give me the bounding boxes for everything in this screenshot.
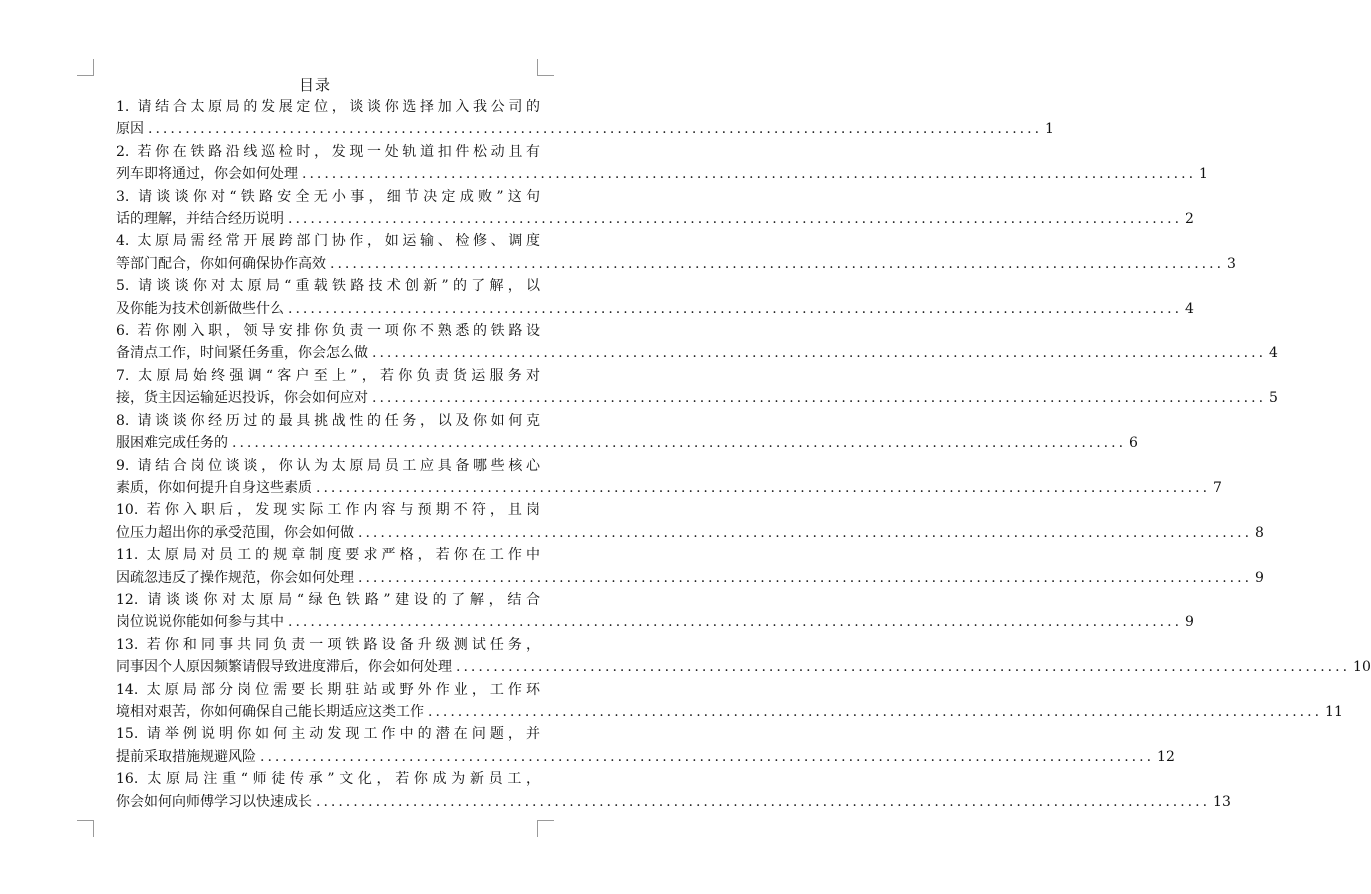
toc-entry-title-line1: 14. 太原局部分岗位需要长期驻站或野外作业，工作环 xyxy=(116,681,540,698)
toc-entry-line2 xyxy=(116,791,1231,813)
toc-leader-dots: ........................................................................................................................ xyxy=(358,524,1253,541)
toc-entry[interactable] xyxy=(116,230,1236,275)
toc-entry-title-line2: 因疏忽违反了操作规范，你会如何处理 xyxy=(116,569,354,586)
toc-entry[interactable] xyxy=(116,365,1278,410)
toc-entry-title-line2: 提前采取措施规避风险 xyxy=(116,748,256,765)
toc-page-number: 3 xyxy=(1227,255,1236,272)
toc-entry-title-line1: 6. 若你刚入职，领导安排你负责一项你不熟悉的铁路设 xyxy=(116,323,540,340)
toc-entry[interactable] xyxy=(116,768,1231,813)
toc-entry-title-line1: 13. 若你和同事共同负责一项铁路设备升级测试任务， xyxy=(116,636,540,653)
toc-entry-title-line2: 你会如何向师傅学习以快速成长 xyxy=(116,793,312,810)
toc-leader-dots: ........................................................................................................................ xyxy=(288,211,1183,228)
toc-entry-title-line2: 话的理解，并结合经历说明 xyxy=(116,211,284,228)
toc-leader-dots: ........................................................................................................................ xyxy=(428,703,1323,720)
toc-entry[interactable] xyxy=(116,275,1194,320)
toc-entry-line2 xyxy=(116,163,1208,185)
toc-entry[interactable] xyxy=(116,499,1264,544)
toc-entry-title-line2: 境相对艰苦，你如何确保自己能长期适应这类工作 xyxy=(116,703,424,720)
toc-entry-title-line1: 4. 太原局需经常开展跨部门协作，如运输、检修、调度 xyxy=(116,233,540,250)
toc-entry[interactable] xyxy=(116,589,1194,634)
toc-leader-dots: ........................................................................................................................ xyxy=(288,614,1183,631)
toc-leader-dots: ........................................................................................................................ xyxy=(288,300,1183,317)
toc-leader-dots: ........................................................................................................................ xyxy=(358,569,1253,586)
toc-entry[interactable] xyxy=(116,186,1194,231)
toc-entry-title-line1: 11. 太原局对员工的规章制度要求严格，若你在工作中 xyxy=(116,547,540,564)
toc-entry[interactable] xyxy=(116,96,1054,141)
toc-leader-dots: ........................................................................................................................ xyxy=(302,166,1197,183)
toc-entry-title-line1: 7. 太原局始终强调“客户至上”，若你负责货运服务对 xyxy=(116,367,540,384)
crop-mark-bottom-left xyxy=(77,820,94,837)
toc-entry-title-line1: 5. 请谈谈你对太原局“重载铁路技术创新”的了解，以 xyxy=(116,278,540,295)
toc-entry-title-line1: 10. 若你入职后，发现实际工作内容与预期不符，且岗 xyxy=(116,502,540,519)
toc-page-number: 7 xyxy=(1213,479,1222,496)
toc-entry-title-line1: 3. 请谈谈你对“铁路安全无小事，细节决定成败”这句 xyxy=(116,188,540,205)
toc-entry-title-line2: 位压力超出你的承受范围，你会如何做 xyxy=(116,524,354,541)
toc-page-number: 2 xyxy=(1185,211,1194,228)
toc-entry[interactable] xyxy=(116,679,1343,724)
toc-page-number: 4 xyxy=(1269,345,1278,362)
toc-entry[interactable] xyxy=(116,410,1138,455)
toc-entry-line2 xyxy=(116,656,1371,678)
crop-mark-bottom-right xyxy=(537,820,554,837)
toc-entry-line2 xyxy=(116,432,1138,454)
toc-entry-title-line2: 列车即将通过，你会如何处理 xyxy=(116,166,298,183)
toc-entry-line2 xyxy=(116,208,1194,230)
toc-page-number: 12 xyxy=(1157,748,1175,765)
toc-entry-line2 xyxy=(116,342,1278,364)
toc-page-number: 6 xyxy=(1129,435,1138,452)
toc-entry-line2 xyxy=(116,477,1222,499)
toc-leader-dots: ........................................................................................................................ xyxy=(456,659,1351,676)
toc-entry-line2 xyxy=(116,118,1054,140)
toc-page-number: 8 xyxy=(1255,524,1264,541)
toc-entry-title-line2: 同事因个人原因频繁请假导致进度滞后，你会如何处理 xyxy=(116,659,452,676)
toc-entry-line2 xyxy=(116,253,1236,275)
toc-entry-title-line2: 备清点工作，时间紧任务重，你会怎么做 xyxy=(116,345,368,362)
toc-page-number: 11 xyxy=(1325,703,1343,720)
toc-entry-line2 xyxy=(116,746,1175,768)
toc-entry-line2 xyxy=(116,298,1194,320)
toc-entry[interactable] xyxy=(116,455,1222,500)
toc-entry-line2 xyxy=(116,522,1264,544)
toc-entry-title-line1: 2. 若你在铁路沿线巡检时，发现一处轨道扣件松动且有 xyxy=(116,143,540,160)
toc-page-number: 10 xyxy=(1353,659,1371,676)
toc-entry-title-line2: 等部门配合，你如何确保协作高效 xyxy=(116,255,326,272)
toc-entry-line2 xyxy=(116,701,1343,723)
toc-leader-dots: ........................................................................................................................ xyxy=(148,121,1043,138)
toc-entry-line2 xyxy=(116,611,1194,633)
toc-entry-line2 xyxy=(116,387,1278,409)
toc-entry-title-line2: 素质，你如何提升自身这些素质 xyxy=(116,479,312,496)
toc-entry-title-line2: 岗位说说你能如何参与其中 xyxy=(116,614,284,631)
toc-leader-dots: ........................................................................................................................ xyxy=(372,390,1267,407)
toc-entry[interactable] xyxy=(116,544,1264,589)
toc-entry-title-line1: 12. 请谈谈你对太原局“绿色铁路”建设的了解，结合 xyxy=(116,591,540,608)
toc-entry-title-line2: 及你能为技术创新做些什么 xyxy=(116,300,284,317)
toc-entry[interactable] xyxy=(116,141,1208,186)
toc-entry-title-line1: 8. 请谈谈你经历过的最具挑战性的任务，以及你如何克 xyxy=(116,412,540,429)
table-of-contents xyxy=(116,96,1371,813)
toc-entry[interactable] xyxy=(116,634,1371,679)
toc-entry[interactable] xyxy=(116,320,1278,365)
toc-page-number: 9 xyxy=(1185,614,1194,631)
toc-page-number: 13 xyxy=(1213,793,1231,810)
toc-page-number: 5 xyxy=(1269,390,1278,407)
toc-entry-title-line1: 9. 请结合岗位谈谈，你认为太原局员工应具备哪些核心 xyxy=(116,457,540,474)
toc-leader-dots: ........................................................................................................................ xyxy=(316,479,1211,496)
toc-entry-title-line1: 15. 请举例说明你如何主动发现工作中的潜在问题，并 xyxy=(116,726,540,743)
toc-page-number: 1 xyxy=(1199,166,1208,183)
toc-page-number: 4 xyxy=(1185,300,1194,317)
toc-entry-title-line1: 1. 请结合太原局的发展定位，谈谈你选择加入我公司的 xyxy=(116,99,540,115)
toc-entry[interactable] xyxy=(116,723,1175,768)
toc-leader-dots: ........................................................................................................................ xyxy=(330,255,1225,272)
toc-entry-title-line2: 服困难完成任务的 xyxy=(116,435,228,452)
toc-leader-dots: ........................................................................................................................ xyxy=(260,748,1155,765)
toc-page-number: 9 xyxy=(1255,569,1264,586)
toc-entry-title-line1: 16. 太原局注重“师徒传承”文化，若你成为新员工， xyxy=(116,771,540,788)
toc-entry-title-line2: 原因 xyxy=(116,121,144,138)
toc-entry-line2 xyxy=(116,567,1264,589)
toc-page-number: 1 xyxy=(1045,121,1054,138)
toc-title: 目录 xyxy=(298,76,331,94)
toc-leader-dots: ........................................................................................................................ xyxy=(372,345,1267,362)
toc-leader-dots: ........................................................................................................................ xyxy=(316,793,1211,810)
toc-leader-dots: ........................................................................................................................ xyxy=(232,435,1127,452)
toc-entry-title-line2: 接，货主因运输延迟投诉，你会如何应对 xyxy=(116,390,368,407)
